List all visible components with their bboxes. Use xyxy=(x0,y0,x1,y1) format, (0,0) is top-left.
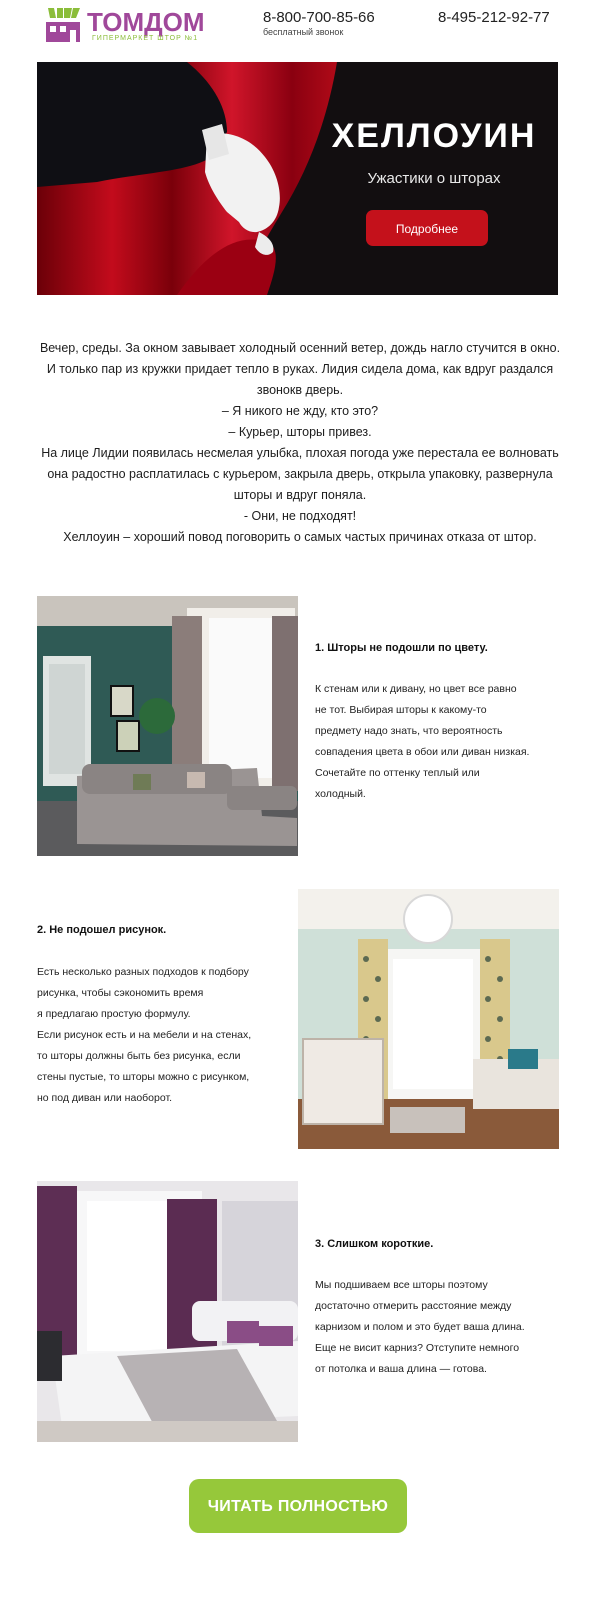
section-2-photo xyxy=(298,889,559,1149)
section-3-line: от потолка и ваша длина — готова. xyxy=(315,1363,487,1375)
living-room-image xyxy=(37,596,298,856)
section-3-line: карнизом и полом и это будет ваша длина. xyxy=(315,1321,525,1333)
story-line: - Они, не подходят! xyxy=(243,509,357,523)
section-1-photo xyxy=(37,596,298,856)
section-2-line: но под диван или наоборот. xyxy=(37,1092,173,1104)
hero-more-button[interactable]: Подробнее xyxy=(366,210,488,246)
story-line: И только пар из кружки придает тепло в руках. Лидия сидела дома, как вдруг раздался xyxy=(46,362,554,376)
kids-room-image xyxy=(298,889,559,1149)
section-2-title: 2. Не подошел рисунок. xyxy=(37,924,167,936)
logo-name: ТОМДОМ xyxy=(87,7,205,37)
story-line: – Курьер, шторы привез. xyxy=(228,425,372,439)
story-line: Хеллоуин – хороший повод поговорить о самых частых причинах отказа от штор. xyxy=(63,530,537,544)
halloween-banner[interactable] xyxy=(37,62,558,295)
section-2-line: Если рисунок есть и на мебели и на стенах, xyxy=(37,1029,252,1041)
section-1-text xyxy=(315,679,585,805)
phone-free-note: бесплатный звонок xyxy=(263,27,344,37)
section-2-line: рисунка, чтобы сэкономить время xyxy=(37,987,204,999)
read-more-button[interactable]: ЧИТАТЬ ПОЛНОСТЬЮ xyxy=(189,1479,407,1533)
section-3-line: достаточно отмерить расстояние между xyxy=(315,1300,512,1312)
story-line: Вечер, среды. За окном завывает холодный осенний ветер, дождь нагло стучится в окно. xyxy=(39,341,561,355)
logo-house-icon xyxy=(44,6,82,44)
section-2-line: я предлагаю простую формулу. xyxy=(37,1008,191,1020)
story-line: звонокв дверь. xyxy=(256,383,344,397)
story-line: она радостно расплатилась с курьером, закрыла дверь, открыла упаковку, развернула xyxy=(47,467,553,481)
section-1-line: предмету надо знать, что вероятность xyxy=(315,725,503,737)
tomdom-logo[interactable] xyxy=(44,6,214,44)
section-3-photo xyxy=(37,1181,298,1442)
section-2-line: Есть несколько разных подходов к подбору xyxy=(37,966,249,978)
section-2-line: стены пустые, то шторы можно с рисунком, xyxy=(37,1071,250,1083)
section-3-line: Мы подшиваем все шторы поэтому xyxy=(315,1279,488,1291)
logo-tagline: ГИПЕРМАРКЕТ ШТОР №1 xyxy=(92,35,199,42)
section-1-line: не тот. Выбирая шторы к какому-то xyxy=(315,704,487,716)
section-1-title: 1. Шторы не подошли по цвету. xyxy=(315,642,488,654)
story-line: шторы и вдруг поняла. xyxy=(233,488,367,502)
email-header xyxy=(0,0,600,50)
section-1-line: совпадения цвета в обои или диван низкая. xyxy=(315,746,530,758)
phone-city[interactable]: 8-495-212-92-77 xyxy=(438,9,550,26)
story-line: – Я никого не жду, кто это? xyxy=(221,404,379,418)
bedroom-image xyxy=(37,1181,298,1442)
hero-title: ХЕЛЛОУИН xyxy=(331,117,537,155)
story-line: На лице Лидии появилась несмелая улыбка, плохая погода уже перестала ее волновать xyxy=(41,446,559,460)
phone-free[interactable]: 8-800-700-85-66 xyxy=(263,9,375,26)
section-3-line: Еще не висит карниз? Отступите немного xyxy=(315,1342,520,1354)
story-text xyxy=(15,338,585,548)
section-3-title: 3. Слишком короткие. xyxy=(315,1238,434,1250)
section-1-line: холодный. xyxy=(315,788,366,800)
section-2-line: то шторы должны быть без рисунка, если xyxy=(37,1050,241,1062)
section-1-line: Сочетайте по оттенку теплый или xyxy=(315,767,480,779)
section-1-line: К стенам или к дивану, но цвет все равно xyxy=(315,683,517,695)
section-2-text xyxy=(37,962,297,1109)
hero-subtitle: Ужастики о шторах xyxy=(367,170,501,187)
section-3-text xyxy=(315,1275,585,1380)
